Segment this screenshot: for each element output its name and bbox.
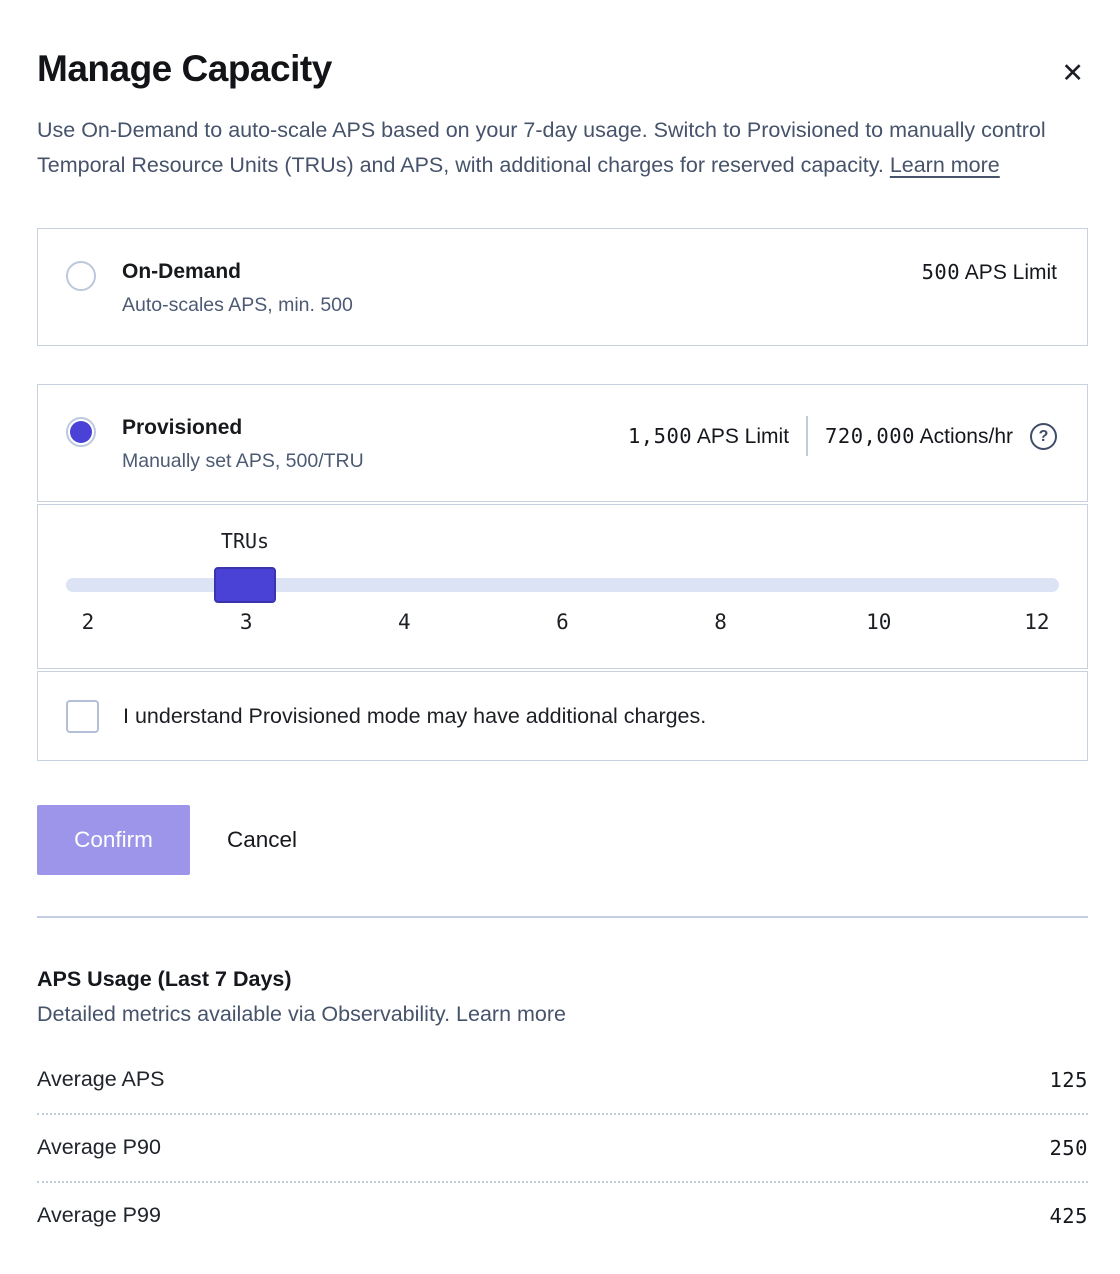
on-demand-option-card[interactable] — [37, 228, 1088, 346]
usage-title: APS Usage (Last 7 Days) — [37, 967, 292, 991]
slider-tick-labels — [66, 610, 1059, 634]
provisioned-sublabel: Manually set APS, 500/TRU — [122, 450, 364, 472]
tru-slider-section — [37, 504, 1088, 669]
close-icon: ✕ — [1061, 58, 1084, 88]
tick-label: 2 — [81, 610, 95, 634]
tick-label: 8 — [714, 610, 727, 634]
metric-divider — [806, 416, 808, 456]
description-text: Use On-Demand to auto-scale APS based on your 7-day usage. Switch to Provisioned to manually control Temporal Resource Units (TRUs) and APS, with additional charges for reserved capacity. — [37, 118, 1046, 177]
actions-rate-value: 720,000 — [825, 423, 915, 448]
on-demand-metrics — [922, 260, 1057, 285]
on-demand-radio[interactable] — [66, 261, 96, 291]
actions-rate-suffix: Actions/hr — [914, 424, 1013, 448]
tick-label: 3 — [239, 610, 253, 634]
help-icon[interactable]: ? — [1030, 423, 1057, 450]
on-demand-sublabel: Auto-scales APS, min. 500 — [122, 294, 353, 316]
row-label: Average P90 — [37, 1135, 161, 1159]
tick-label: 4 — [397, 610, 411, 634]
provisioned-aps-limit — [628, 424, 789, 449]
provisioned-row — [38, 385, 1087, 501]
provisioned-label: Provisioned — [122, 416, 243, 439]
aps-limit-suffix: APS Limit — [960, 261, 1057, 284]
row-value: 125 — [1049, 1067, 1088, 1092]
table-row — [37, 1183, 1088, 1249]
table-row — [37, 1047, 1088, 1115]
acknowledge-label: I understand Provisioned mode may have additional charges. — [123, 703, 707, 728]
page-title: Manage Capacity — [37, 48, 332, 89]
row-label: Average P99 — [37, 1203, 161, 1227]
provisioned-radio[interactable] — [66, 417, 96, 447]
section-divider — [37, 916, 1088, 918]
on-demand-row — [38, 229, 1087, 345]
provisioned-actions-rate — [825, 424, 1013, 449]
cancel-button[interactable]: Cancel — [227, 827, 298, 852]
learn-more-link[interactable]: Learn more — [889, 153, 1000, 177]
table-row — [37, 1115, 1088, 1183]
provisioned-metrics — [628, 416, 1057, 456]
acknowledge-checkbox[interactable] — [66, 700, 99, 733]
on-demand-aps-limit — [922, 260, 1057, 285]
row-value: 250 — [1049, 1135, 1088, 1160]
on-demand-label: On-Demand — [122, 260, 242, 283]
tick-label: 6 — [556, 610, 569, 634]
usage-table — [37, 1047, 1088, 1249]
aps-limit-value: 1,500 — [627, 423, 693, 448]
tru-slider-thumb[interactable] — [214, 567, 276, 603]
provisioned-group — [37, 384, 1088, 761]
modal-description — [37, 113, 1082, 183]
row-value: 425 — [1049, 1203, 1088, 1228]
slider-label: TRUs — [220, 529, 270, 553]
usage-learn-more-link[interactable]: Learn more — [456, 1002, 566, 1026]
provisioned-text — [122, 415, 628, 473]
aps-limit-suffix: APS Limit — [692, 424, 790, 448]
tick-label: 10 — [866, 610, 892, 634]
usage-subtitle — [37, 1002, 1088, 1027]
tru-slider-track[interactable] — [66, 578, 1059, 592]
on-demand-text — [122, 259, 922, 317]
action-buttons — [37, 805, 1088, 875]
aps-limit-value: 500 — [921, 260, 961, 284]
row-label: Average APS — [37, 1067, 165, 1091]
close-button[interactable] — [1057, 54, 1088, 93]
provisioned-option-card[interactable] — [37, 384, 1088, 502]
tick-label: 12 — [1024, 610, 1050, 634]
acknowledge-section — [37, 671, 1088, 761]
aps-usage-section — [37, 967, 1088, 1249]
confirm-button[interactable]: Confirm — [37, 805, 190, 875]
usage-subtitle-text: Detailed metrics available via Observability. — [37, 1002, 457, 1026]
modal-header — [37, 48, 1088, 93]
